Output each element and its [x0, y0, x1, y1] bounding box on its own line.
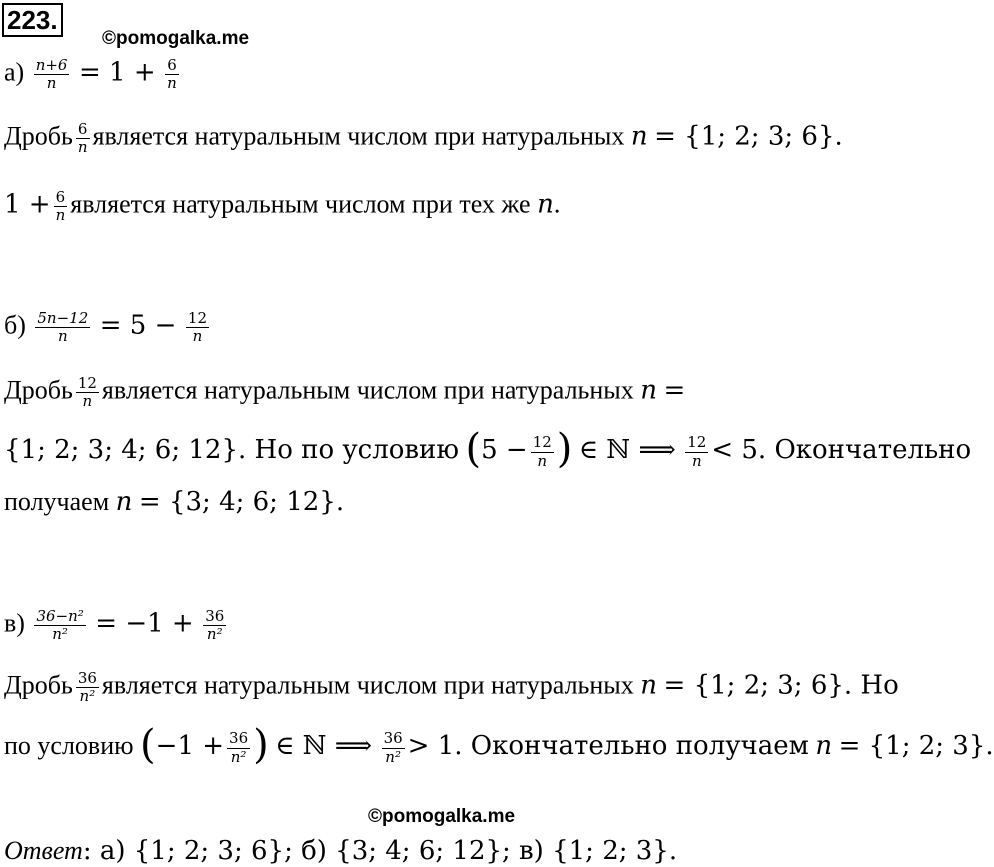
part-c-equation: в) $\frac{\text{36−n²}}{\text{n²}}$ = −1 + $\frac{36}{\text{n²}}$	[4, 607, 225, 644]
part-b-line-2: {1; 2; 3; 4; 6; 12}. Но по условию (5 − $\frac{12}{n}$ ) ∈ ℕ ⟹ $\frac{12}{n}$ < 5. Окончательно	[4, 426, 972, 472]
part-c-line-1: Дробь $\frac{36}{\text{n²}}$ является натуральным числом при натуральных n = {1; 2; 3; 6}. Но	[4, 669, 899, 706]
part-a-line-1: Дробь $\frac{6}{n}$ является натуральным числом при натуральных n = {1; 2; 3; 6}.	[4, 120, 843, 157]
answer-label: Ответ	[4, 836, 83, 865]
part-c-label: в)	[4, 608, 25, 638]
part-c-line-2: по условию (−1 + $\frac{36}{\text{n²}}$ ) ∈ ℕ ⟹ $\frac{36}{\text{n²}}$ > 1. Окончательно получаем n = {1; 2; 3}.	[4, 722, 994, 768]
watermark-bottom: ©pomogalka.me	[368, 806, 516, 827]
part-a-equation: а) $\frac{n+6}{n}$ = 1 + $\frac{6}{n}$	[4, 56, 177, 93]
watermark-top: ©pomogalka.me	[102, 28, 250, 49]
answer-text: : а) {1; 2; 3; 6}; б) {3; 4; 6; 12}; в) {1; 2; 3}.	[82, 836, 678, 866]
problem-number: 223.	[2, 3, 63, 37]
part-a-line-2: 1 + $\frac{6}{n}$ является натуральным числом при тех же n.	[4, 188, 561, 225]
part-a-label: а)	[4, 57, 25, 87]
answer-line	[4, 838, 677, 864]
part-b-label: б)	[4, 310, 26, 340]
part-b-line-1: Дробь $\frac{12}{n}$ является натуральным числом при натуральных n =	[4, 374, 686, 411]
part-b-line-3: получаем n = {3; 4; 6; 12}.	[4, 487, 345, 517]
part-a-eq-fraction: $\frac{n+6}{n}$	[35, 56, 68, 93]
part-b-equation: б) $\frac{5n-12}{n}$ = 5 − $\frac{12}{n}$	[4, 309, 207, 346]
